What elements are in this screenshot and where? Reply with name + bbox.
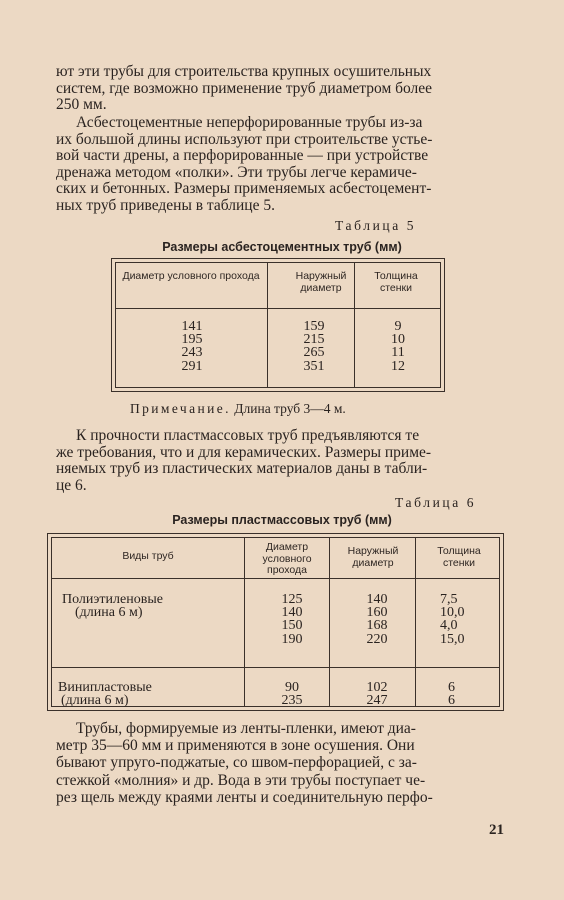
text-line: Асбестоцементные неперфорированные трубы из-за — [76, 114, 423, 131]
text-line: 250 мм. — [56, 96, 107, 114]
table-cell: 140 — [281, 605, 303, 621]
text-line: же требования, что и для керамических. Размеры приме- — [56, 443, 432, 461]
table-cell: 141 — [181, 319, 203, 334]
table-6-column-inner-diameter — [264, 681, 320, 707]
table-6-pipe-type-vinyl-plastic: Винипластовые (длина 6 м) — [58, 680, 152, 709]
table-cell: 220 — [366, 631, 388, 647]
table-5-label: Таблица 5 — [335, 218, 417, 233]
text-line: К прочности пластмассовых труб предъявляются те — [76, 427, 420, 444]
table-6-pipe-type-polyethylene: Полиэтиленовые (длина 6 м) — [62, 592, 163, 621]
table-cell: 190 — [281, 631, 303, 647]
table-6-title: Размеры пластмассовых труб (мм) — [172, 513, 392, 527]
text-line: метр 35—60 мм и применяются в зоне осушения. Они — [56, 737, 415, 755]
text-line: дренажа методом «полки». Эти трубы легче керамиче- — [56, 163, 417, 181]
table-cell: 351 — [303, 358, 325, 374]
table-6-column-wall-thickness — [448, 681, 455, 707]
paragraph-2 — [56, 115, 506, 215]
text-line: няемых труб из пластических материалов даны в табли- — [56, 460, 428, 478]
text-line: Трубы, формируемые из ленты-пленки, имеют диа- — [76, 720, 416, 737]
table-cell: 140 — [366, 592, 388, 607]
table-cell: 9 — [394, 319, 402, 334]
table-cell: 10,0 — [440, 605, 465, 621]
text-line: рез щель между краями ленты и соединительную перфо- — [56, 788, 433, 806]
table-5-column-outer-diameter — [286, 320, 342, 373]
table-cell: 11 — [391, 345, 405, 361]
table-cell: 235 — [281, 693, 303, 709]
paragraph-4 — [56, 720, 506, 806]
table-cell: 6 — [448, 680, 455, 695]
table-6-column-inner-diameter — [264, 593, 320, 646]
table-6 — [47, 533, 504, 711]
page-number: 21 — [489, 822, 504, 838]
table-5-note — [130, 401, 346, 417]
table-cell: 215 — [303, 332, 325, 348]
table-6-header-inner-diameter: Диаметр условного прохода — [262, 541, 312, 576]
table-cell: 160 — [366, 605, 388, 621]
note-label: Примечание. — [130, 401, 231, 416]
table-cell: 195 — [181, 332, 203, 348]
table-cell: 10 — [391, 332, 405, 348]
text-line: вой части дрены, а перфорированные — при устройстве — [56, 147, 429, 165]
table-5-column-inner-diameter — [162, 320, 222, 373]
text-line: ных труб приведены в таблице 5. — [56, 196, 275, 214]
table-5-header-wall-thickness: Толщина стенки — [374, 270, 418, 294]
table-cell: 150 — [281, 618, 303, 634]
table-6-header-outer-diameter: Наружный диаметр — [347, 545, 399, 569]
table-cell: 4,0 — [440, 618, 458, 634]
table-cell: 243 — [181, 345, 203, 361]
table-cell: 265 — [303, 345, 325, 361]
table-cell: 125 — [281, 592, 303, 607]
table-5-header-outer-diameter: Наружный диаметр — [295, 270, 347, 294]
table-cell: 159 — [303, 319, 325, 334]
table-cell: 247 — [366, 693, 388, 709]
table-cell: 168 — [366, 618, 388, 634]
text-line: бывают упруго-поджатые, со швом-перфорацией, с за- — [56, 754, 417, 772]
table-cell: 7,5 — [440, 592, 458, 607]
text-line: ских и бетонных. Размеры применяемых асбестоцемент- — [56, 180, 432, 198]
table-5 — [111, 258, 445, 392]
text-line: це 6. — [56, 476, 87, 494]
table-6-column-wall-thickness — [440, 593, 465, 646]
table-cell: 12 — [391, 358, 405, 374]
table-6-header-wall-thickness: Толщина стенки — [437, 545, 481, 569]
table-5-title: Размеры асбестоцементных труб (мм) — [162, 240, 402, 254]
text-line: их большой длины используют при строительстве устье- — [56, 130, 433, 148]
text-line: ют эти трубы для строительства крупных осушительных — [56, 63, 432, 80]
table-5-column-wall-thickness — [370, 320, 426, 373]
text-line: систем, где возможно применение труб диаметром более — [56, 79, 433, 97]
table-cell: 15,0 — [440, 631, 465, 647]
text-line: стежкой «молния» и др. Вода в эти трубы поступает че- — [56, 771, 426, 789]
note-text: Длина труб 3—4 м. — [234, 401, 346, 416]
table-cell: 6 — [448, 693, 455, 709]
table-cell: 102 — [366, 680, 388, 695]
table-6-label: Таблица 6 — [395, 495, 477, 510]
table-6-column-outer-diameter — [349, 593, 405, 646]
table-cell: 291 — [181, 358, 203, 374]
table-6-column-outer-diameter — [349, 681, 405, 707]
paragraph-3 — [56, 428, 506, 494]
table-6-header-pipe-type: Виды труб — [122, 550, 174, 562]
table-cell: 90 — [285, 680, 299, 695]
table-5-header-inner-diameter: Диаметр условного прохода — [122, 270, 260, 282]
paragraph-1 — [56, 64, 506, 114]
